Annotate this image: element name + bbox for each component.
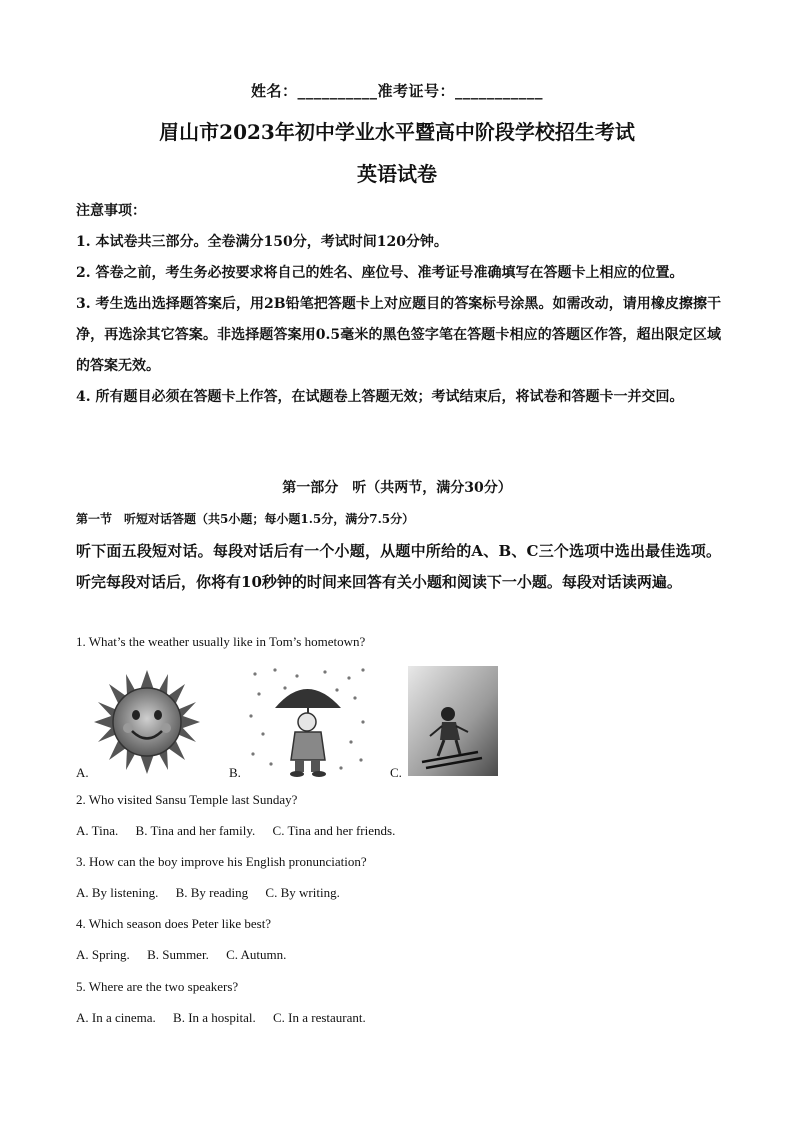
question-3-stem: 3. How can the boy improve his English pronunciation?: [76, 854, 367, 869]
question-2-option-c: C. Tina and her friends.: [272, 823, 396, 838]
rainy-weather-picture: [245, 664, 369, 778]
question-2-options: [76, 823, 409, 839]
question-5-option-b: B. In a hospital.: [173, 1010, 256, 1025]
candidate-info-line: [0, 80, 794, 101]
question-5-options: [76, 1010, 380, 1026]
note-item: 1. 本试卷共三部分。全卷满分150分，考试时间120分钟。: [76, 234, 448, 250]
question-3-option-b: B. By reading: [175, 885, 249, 900]
id-blank: ___________: [455, 82, 544, 100]
question-5-option-a: A. In a cinema.: [76, 1010, 156, 1025]
name-blank: __________: [297, 82, 378, 100]
question-5-stem: 5. Where are the two speakers?: [76, 979, 239, 994]
question-1-option-c: C.: [390, 765, 402, 780]
note-item: 2. 答卷之前，考生务必按要求将自己的姓名、座位号、准考证号准确填写在答题卡上相应的位置。: [76, 265, 684, 281]
question-2-option-a: A. Tina.: [76, 823, 119, 838]
note-item: 3. 考生选出选择题答案后，用2B铅笔把答题卡上对应题目的答案标号涂黑。如需改动，请用橡皮擦擦干净，再选涂其它答案。非选择题答案用0.5毫米的黑色签字笔在答题卡相应的答题区作答，超出限定区域的答案无效。: [76, 296, 721, 374]
question-4-stem: 4. Which season does Peter like best?: [76, 916, 272, 931]
question-4-option-b: B. Summer.: [147, 947, 209, 962]
exam-subtitle: 英语试卷: [357, 162, 437, 186]
listening-instructions: 听下面五段短对话。每段对话后有一个小题，从题中所给的A、B、C三个选项中选出最佳选项。听完每段对话后，你将有10秒钟的时间来回答有关小题和阅读下一小题。每段对话读两遍。: [76, 542, 721, 591]
question-5-option-c: C. In a restaurant.: [272, 1010, 366, 1025]
section-one-title: 第一节 听短对话答题（共5小题；每小题1.5分，满分7.5分）: [76, 512, 415, 526]
notes-block: [76, 196, 721, 413]
id-label: 准考证号：: [377, 82, 456, 100]
exam-title: 眉山市2023年初中学业水平暨高中阶段学校招生考试: [159, 120, 635, 144]
question-4-options: [76, 947, 300, 963]
question-1-stem: 1. What’s the weather usually like in Tom’s hometown?: [76, 634, 366, 649]
note-item: 4. 所有题目必须在答题卡上作答，在试题卷上答题无效；考试结束后，将试卷和答题卡一并交回。: [76, 389, 684, 405]
snowy-weather-picture: [408, 666, 498, 776]
question-3-option-c: C. By writing.: [265, 885, 340, 900]
question-4-option-c: C. Autumn.: [226, 947, 287, 962]
question-2-option-b: B. Tina and her family.: [135, 823, 256, 838]
question-3-option-a: A. By listening.: [76, 885, 159, 900]
part-one-title: 第一部分 听（共两节，满分30分）: [282, 480, 512, 496]
sunny-weather-picture: [92, 668, 202, 776]
question-3-options: [76, 885, 354, 901]
question-1-option-a: A.: [76, 765, 89, 780]
name-label: 姓名：: [250, 82, 298, 100]
question-4-option-a: A. Spring.: [76, 947, 130, 962]
question-2-stem: 2. Who visited Sansu Temple last Sunday?: [76, 792, 298, 807]
notes-heading: 注意事项：: [76, 203, 146, 219]
question-1-option-b: B.: [229, 765, 241, 780]
